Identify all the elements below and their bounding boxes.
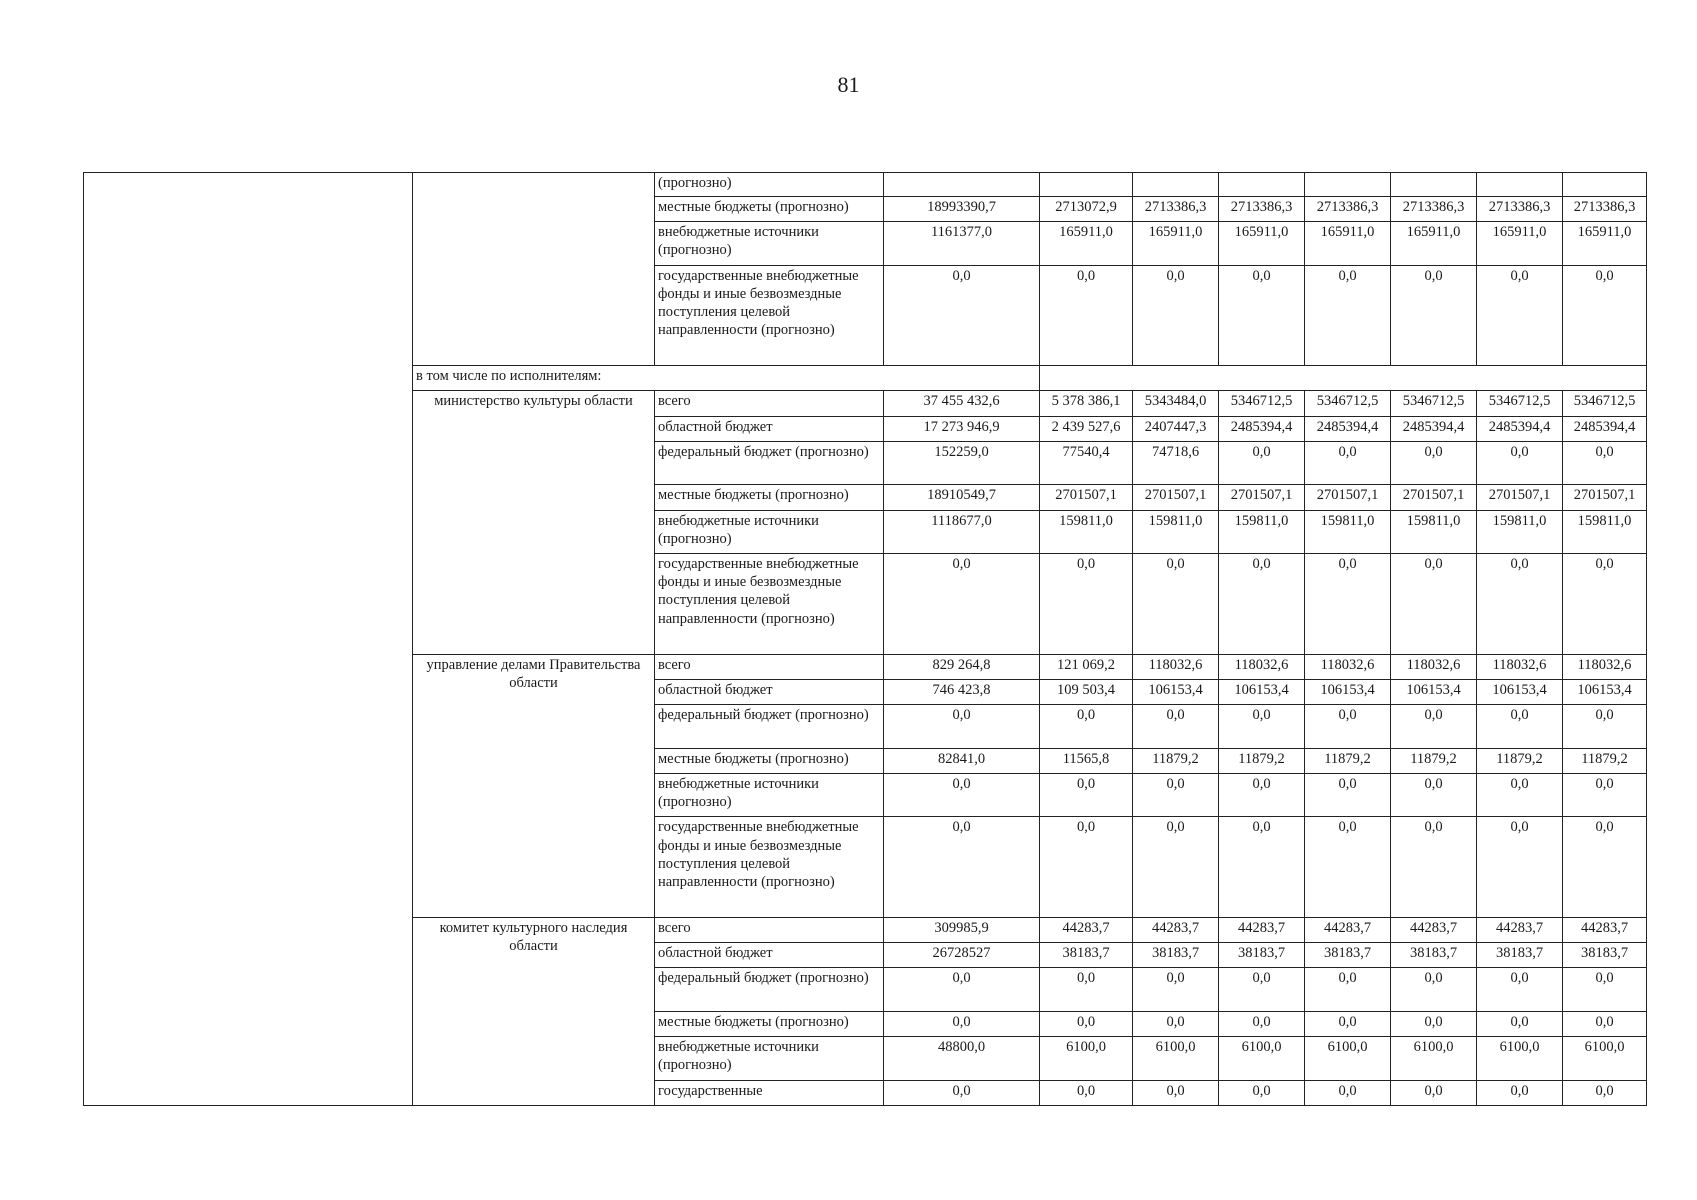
value-cell	[1040, 173, 1133, 197]
value-cell: 159811,0	[1305, 510, 1391, 554]
value-cell: 0,0	[1040, 1011, 1133, 1036]
value-cell: 38183,7	[1477, 943, 1563, 968]
value-cell: 6100,0	[1040, 1037, 1133, 1081]
value-cell: 165911,0	[1563, 222, 1647, 266]
value-cell: 152259,0	[884, 441, 1040, 485]
value-cell: 44283,7	[1133, 917, 1219, 942]
value-cell: 2701507,1	[1133, 485, 1219, 510]
value-cell: 37 455 432,6	[884, 391, 1040, 416]
value-cell: 11879,2	[1219, 748, 1305, 773]
value-cell: 0,0	[1563, 704, 1647, 748]
value-cell: 159811,0	[1563, 510, 1647, 554]
value-cell: 2713386,3	[1305, 197, 1391, 222]
value-cell: 2701507,1	[1040, 485, 1133, 510]
category-cell: местные бюджеты (прогнозно)	[655, 1011, 884, 1036]
category-cell: областной бюджет	[655, 679, 884, 704]
value-cell: 0,0	[1391, 265, 1477, 366]
value-cell: 0,0	[1563, 554, 1647, 655]
category-cell: государственные внебюджетные фонды и иные безвозмездные поступления целевой направленности (прогнозно)	[655, 554, 884, 655]
value-cell: 44283,7	[1040, 917, 1133, 942]
value-cell: 0,0	[884, 1080, 1040, 1105]
page-number: 81	[837, 72, 860, 97]
value-cell: 2485394,4	[1563, 416, 1647, 441]
value-cell: 0,0	[1219, 265, 1305, 366]
value-cell: 106153,4	[1305, 679, 1391, 704]
value-cell: 109 503,4	[1040, 679, 1133, 704]
value-cell: 44283,7	[1391, 917, 1477, 942]
value-cell: 44283,7	[1219, 917, 1305, 942]
table-body	[84, 173, 1647, 1106]
value-cell: 0,0	[1305, 968, 1391, 1012]
value-cell: 0,0	[1133, 554, 1219, 655]
value-cell: 2701507,1	[1391, 485, 1477, 510]
section-empty-cell	[1040, 366, 1647, 391]
value-cell: 0,0	[1477, 1080, 1563, 1105]
value-cell: 6100,0	[1563, 1037, 1647, 1081]
value-cell: 2 439 527,6	[1040, 416, 1133, 441]
value-cell: 0,0	[1219, 968, 1305, 1012]
value-cell: 121 069,2	[1040, 654, 1133, 679]
value-cell: 0,0	[1477, 968, 1563, 1012]
value-cell: 2713072,9	[1040, 197, 1133, 222]
value-cell: 18993390,7	[884, 197, 1040, 222]
category-cell: внебюджетные источники (прогнозно)	[655, 773, 884, 817]
value-cell: 0,0	[1305, 817, 1391, 918]
value-cell: 165911,0	[1305, 222, 1391, 266]
value-cell: 159811,0	[1391, 510, 1477, 554]
program-column-cell	[84, 173, 413, 1106]
value-cell	[884, 173, 1040, 197]
category-cell: внебюджетные источники (прогнозно)	[655, 510, 884, 554]
value-cell: 2713386,3	[1391, 197, 1477, 222]
value-cell: 0,0	[1133, 265, 1219, 366]
value-cell: 38183,7	[1563, 943, 1647, 968]
value-cell: 309985,9	[884, 917, 1040, 942]
value-cell: 0,0	[1391, 441, 1477, 485]
value-cell: 0,0	[1040, 968, 1133, 1012]
value-cell: 48800,0	[884, 1037, 1040, 1081]
value-cell: 0,0	[1391, 773, 1477, 817]
category-cell: внебюджетные источники (прогнозно)	[655, 1037, 884, 1081]
value-cell: 0,0	[1477, 817, 1563, 918]
value-cell: 0,0	[1305, 773, 1391, 817]
category-cell: государственные	[655, 1080, 884, 1105]
value-cell: 0,0	[1133, 704, 1219, 748]
value-cell: 106153,4	[1563, 679, 1647, 704]
value-cell: 38183,7	[1219, 943, 1305, 968]
category-cell: государственные внебюджетные фонды и иные безвозмездные поступления целевой направленности (прогнозно)	[655, 265, 884, 366]
category-cell: областной бюджет	[655, 416, 884, 441]
value-cell: 0,0	[1563, 817, 1647, 918]
value-cell: 0,0	[1477, 704, 1563, 748]
value-cell: 2713386,3	[1133, 197, 1219, 222]
value-cell: 44283,7	[1563, 917, 1647, 942]
value-cell: 0,0	[1477, 773, 1563, 817]
value-cell: 106153,4	[1219, 679, 1305, 704]
value-cell: 2701507,1	[1305, 485, 1391, 510]
value-cell: 0,0	[1563, 773, 1647, 817]
value-cell: 6100,0	[1477, 1037, 1563, 1081]
value-cell: 0,0	[1305, 704, 1391, 748]
value-cell: 159811,0	[1040, 510, 1133, 554]
value-cell: 74718,6	[1133, 441, 1219, 485]
value-cell: 5346712,5	[1563, 391, 1647, 416]
value-cell: 18910549,7	[884, 485, 1040, 510]
value-cell: 11565,8	[1040, 748, 1133, 773]
value-cell: 0,0	[1133, 1080, 1219, 1105]
value-cell: 77540,4	[1040, 441, 1133, 485]
value-cell: 0,0	[1040, 1080, 1133, 1105]
value-cell: 0,0	[884, 1011, 1040, 1036]
value-cell: 0,0	[1563, 265, 1647, 366]
value-cell: 118032,6	[1133, 654, 1219, 679]
value-cell: 165911,0	[1040, 222, 1133, 266]
value-cell: 0,0	[1305, 441, 1391, 485]
value-cell: 0,0	[884, 968, 1040, 1012]
value-cell: 11879,2	[1305, 748, 1391, 773]
value-cell: 2485394,4	[1477, 416, 1563, 441]
value-cell: 106153,4	[1133, 679, 1219, 704]
category-cell: местные бюджеты (прогнозно)	[655, 197, 884, 222]
value-cell: 0,0	[1563, 1080, 1647, 1105]
category-cell: государственные внебюджетные фонды и иные безвозмездные поступления целевой направленности (прогнозно)	[655, 817, 884, 918]
value-cell: 118032,6	[1305, 654, 1391, 679]
value-cell: 0,0	[1563, 441, 1647, 485]
value-cell	[1391, 173, 1477, 197]
value-cell	[1305, 173, 1391, 197]
value-cell: 165911,0	[1133, 222, 1219, 266]
executor-name: министерство культуры области	[413, 391, 655, 654]
value-cell: 11879,2	[1563, 748, 1647, 773]
value-cell: 159811,0	[1133, 510, 1219, 554]
value-cell: 0,0	[1040, 554, 1133, 655]
value-cell: 0,0	[884, 554, 1040, 655]
value-cell: 746 423,8	[884, 679, 1040, 704]
table-row	[84, 173, 1647, 197]
value-cell: 0,0	[884, 773, 1040, 817]
category-cell: всего	[655, 654, 884, 679]
value-cell: 2713386,3	[1563, 197, 1647, 222]
value-cell: 0,0	[1391, 704, 1477, 748]
value-cell: 5346712,5	[1305, 391, 1391, 416]
value-cell: 2407447,3	[1133, 416, 1219, 441]
category-cell: всего	[655, 917, 884, 942]
executor-name: комитет культурного наследия области	[413, 917, 655, 1105]
value-cell: 0,0	[884, 265, 1040, 366]
value-cell: 2485394,4	[1305, 416, 1391, 441]
value-cell: 118032,6	[1563, 654, 1647, 679]
value-cell: 0,0	[1391, 554, 1477, 655]
value-cell: 118032,6	[1391, 654, 1477, 679]
executor-cell	[413, 173, 655, 366]
value-cell: 0,0	[1305, 554, 1391, 655]
value-cell: 2701507,1	[1477, 485, 1563, 510]
value-cell: 5 378 386,1	[1040, 391, 1133, 416]
value-cell: 165911,0	[1391, 222, 1477, 266]
value-cell: 0,0	[1040, 817, 1133, 918]
value-cell: 165911,0	[1477, 222, 1563, 266]
value-cell: 0,0	[1040, 704, 1133, 748]
value-cell: 0,0	[1040, 773, 1133, 817]
value-cell: 106153,4	[1391, 679, 1477, 704]
value-cell: 38183,7	[1391, 943, 1477, 968]
value-cell: 6100,0	[1219, 1037, 1305, 1081]
value-cell	[1563, 173, 1647, 197]
value-cell: 11879,2	[1477, 748, 1563, 773]
value-cell: 2701507,1	[1219, 485, 1305, 510]
value-cell: 44283,7	[1305, 917, 1391, 942]
category-cell: внебюджетные источники (прогнозно)	[655, 222, 884, 266]
value-cell: 6100,0	[1133, 1037, 1219, 1081]
value-cell: 0,0	[1219, 441, 1305, 485]
value-cell: 2701507,1	[1563, 485, 1647, 510]
value-cell: 0,0	[1477, 1011, 1563, 1036]
value-cell: 82841,0	[884, 748, 1040, 773]
value-cell: 0,0	[1391, 1080, 1477, 1105]
value-cell: 0,0	[1040, 265, 1133, 366]
value-cell: 106153,4	[1477, 679, 1563, 704]
category-cell: федеральный бюджет (прогнозно)	[655, 441, 884, 485]
value-cell: 0,0	[1305, 1011, 1391, 1036]
value-cell: 0,0	[1391, 968, 1477, 1012]
category-cell: федеральный бюджет (прогнозно)	[655, 704, 884, 748]
value-cell: 5346712,5	[1219, 391, 1305, 416]
value-cell: 2713386,3	[1477, 197, 1563, 222]
value-cell: 0,0	[1563, 968, 1647, 1012]
value-cell: 165911,0	[1219, 222, 1305, 266]
category-cell: местные бюджеты (прогнозно)	[655, 485, 884, 510]
value-cell: 159811,0	[1219, 510, 1305, 554]
section-label: в том числе по исполнителям:	[413, 366, 1040, 391]
value-cell: 0,0	[1219, 773, 1305, 817]
category-cell: местные бюджеты (прогнозно)	[655, 748, 884, 773]
value-cell: 0,0	[1133, 773, 1219, 817]
value-cell: 0,0	[1219, 817, 1305, 918]
value-cell: 44283,7	[1477, 917, 1563, 942]
value-cell: 38183,7	[1305, 943, 1391, 968]
value-cell: 118032,6	[1477, 654, 1563, 679]
value-cell: 5346712,5	[1477, 391, 1563, 416]
value-cell: 0,0	[884, 704, 1040, 748]
value-cell: 0,0	[884, 817, 1040, 918]
value-cell: 0,0	[1563, 1011, 1647, 1036]
value-cell: 0,0	[1477, 441, 1563, 485]
category-cell: областной бюджет	[655, 943, 884, 968]
value-cell: 0,0	[1219, 704, 1305, 748]
value-cell: 829 264,8	[884, 654, 1040, 679]
value-cell: 11879,2	[1391, 748, 1477, 773]
value-cell: 159811,0	[1477, 510, 1563, 554]
value-cell: 0,0	[1305, 1080, 1391, 1105]
value-cell: 0,0	[1219, 1080, 1305, 1105]
value-cell: 118032,6	[1219, 654, 1305, 679]
value-cell: 0,0	[1219, 1011, 1305, 1036]
value-cell: 5346712,5	[1391, 391, 1477, 416]
category-cell: всего	[655, 391, 884, 416]
value-cell: 5343484,0	[1133, 391, 1219, 416]
value-cell: 0,0	[1219, 554, 1305, 655]
value-cell	[1219, 173, 1305, 197]
budget-table	[83, 172, 1647, 1106]
value-cell: 0,0	[1391, 1011, 1477, 1036]
value-cell: 38183,7	[1133, 943, 1219, 968]
value-cell: 0,0	[1133, 968, 1219, 1012]
value-cell: 0,0	[1477, 265, 1563, 366]
value-cell: 2485394,4	[1391, 416, 1477, 441]
category-cell: федеральный бюджет (прогнозно)	[655, 968, 884, 1012]
category-cell: (прогнозно)	[655, 173, 884, 197]
value-cell: 6100,0	[1391, 1037, 1477, 1081]
value-cell: 0,0	[1305, 265, 1391, 366]
value-cell: 0,0	[1133, 817, 1219, 918]
value-cell: 0,0	[1477, 554, 1563, 655]
value-cell: 1161377,0	[884, 222, 1040, 266]
value-cell: 2713386,3	[1219, 197, 1305, 222]
value-cell: 26728527	[884, 943, 1040, 968]
value-cell	[1477, 173, 1563, 197]
value-cell: 6100,0	[1305, 1037, 1391, 1081]
value-cell: 17 273 946,9	[884, 416, 1040, 441]
value-cell: 11879,2	[1133, 748, 1219, 773]
executor-name: управление делами Правительства области	[413, 654, 655, 917]
value-cell	[1133, 173, 1219, 197]
value-cell: 38183,7	[1040, 943, 1133, 968]
value-cell: 2485394,4	[1219, 416, 1305, 441]
value-cell: 0,0	[1391, 817, 1477, 918]
value-cell: 1118677,0	[884, 510, 1040, 554]
value-cell: 0,0	[1133, 1011, 1219, 1036]
